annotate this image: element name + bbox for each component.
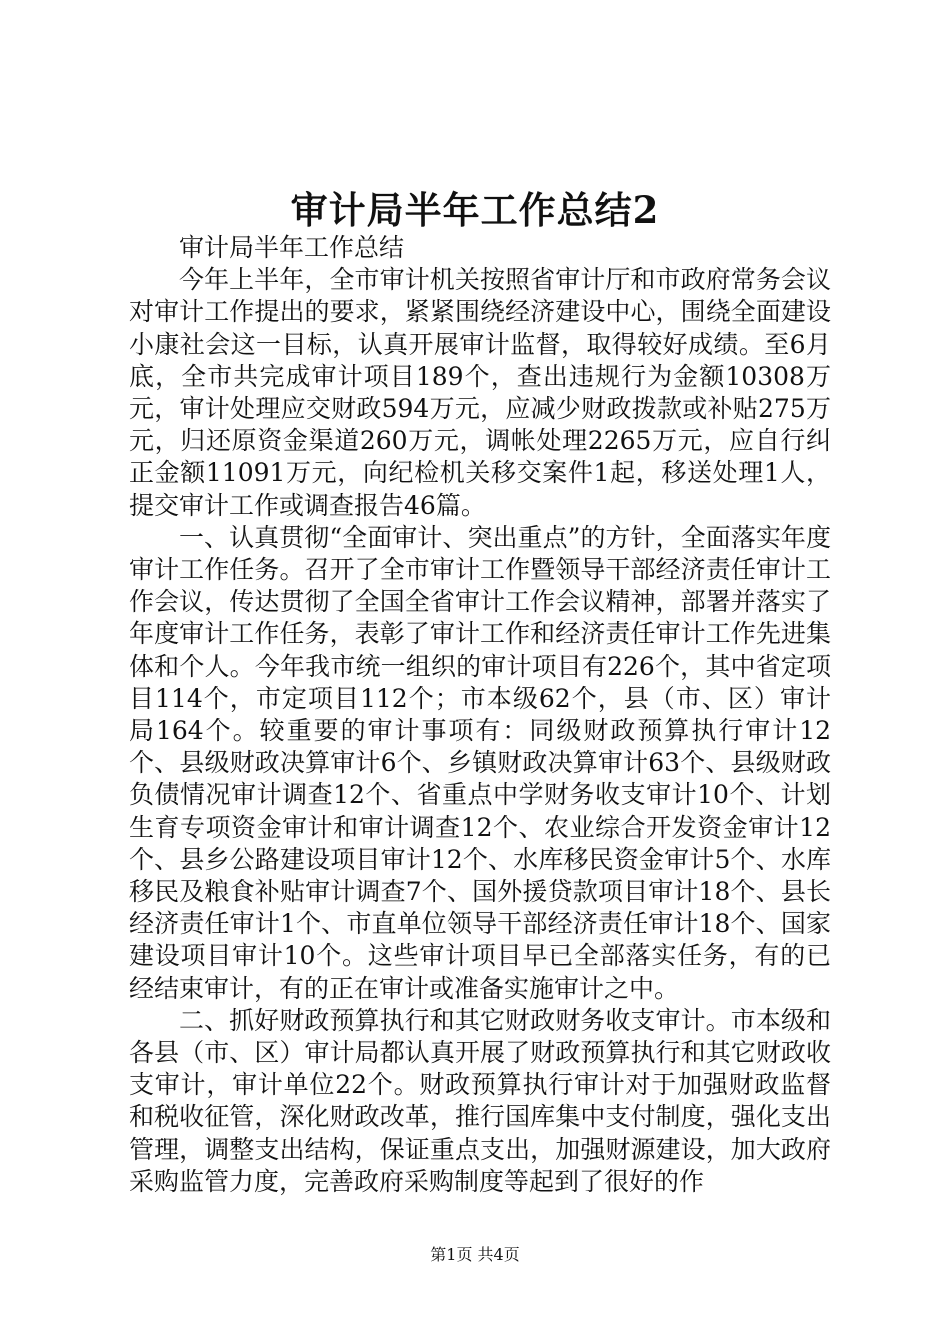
section-one-paragraph: 一、认真贯彻“全面审计、突出重点”的方针，全面落实年度审计工作任务。召开了全市审计工作暨领导干部经济责任审计工作会议，传达贯彻了全国全省审计工作会议精神，部署并落实了年度审计工作任务，表彰了审计工作和经济责任审计工作先进集体和个人。今年我市统一组织的审计项目有226个，其中省定项目114个，市定项目112个；市本级62个，县（市、区）审计局164个。较重要的审计事项有：同级财政预算执行审计12个、县级财政决算审计6个、乡镇财政决算审计63个、县级财政负债情况审计调查12个、省重点中学财务收支审计10个、计划生育专项资金审计和审计调查12个、农业综合开发资金审计12个、县乡公路建设项目审计12个、水库移民资金审计5个、水库移民及粮食补贴审计调查7个、国外援贷款项目审计18个、县长经济责任审计1个、市直单位领导干部经济责任审计18个、国家建设项目审计10个。这些审计项目早已全部落实任务，有的已经结束审计，有的正在审计或准备实施审计之中。 <box>129 522 831 1003</box>
page-number-footer: 第1页 共4页 <box>430 1245 520 1264</box>
document-body <box>129 232 831 1198</box>
subtitle-paragraph: 审计局半年工作总结 <box>179 233 405 262</box>
summary-paragraph: 今年上半年，全市审计机关按照省审计厅和市政府常务会议对审计工作提出的要求，紧紧围绕经济建设中心，围绕全面建设小康社会这一目标，认真开展审计监督，取得较好成绩。至6月底，全市共完成审计项目189个，查出违规行为金额10308万元，审计处理应交财政594万元，应减少财政拨款或补贴275万元，归还原资金渠道260万元，调帐处理2265万元，应自行纠正金额11091万元，向纪检机关移交案件1起，移送处理1人，提交审计工作或调查报告46篇。 <box>129 265 831 520</box>
section-two-paragraph: 二、抓好财政预算执行和其它财政财务收支审计。市本级和各县（市、区）审计局都认真开展了财政预算执行和其它财政收支审计，审计单位22个。财政预算执行审计对于加强财政监督和税收征管，深化财政改革，推行国库集中支付制度，强化支出管理，调整支出结构，保证重点支出，加强财源建设，加大政府采购监管力度，完善政府采购制度等起到了很好的作 <box>129 1005 831 1196</box>
document-title: 审计局半年工作总结2 <box>290 188 660 232</box>
